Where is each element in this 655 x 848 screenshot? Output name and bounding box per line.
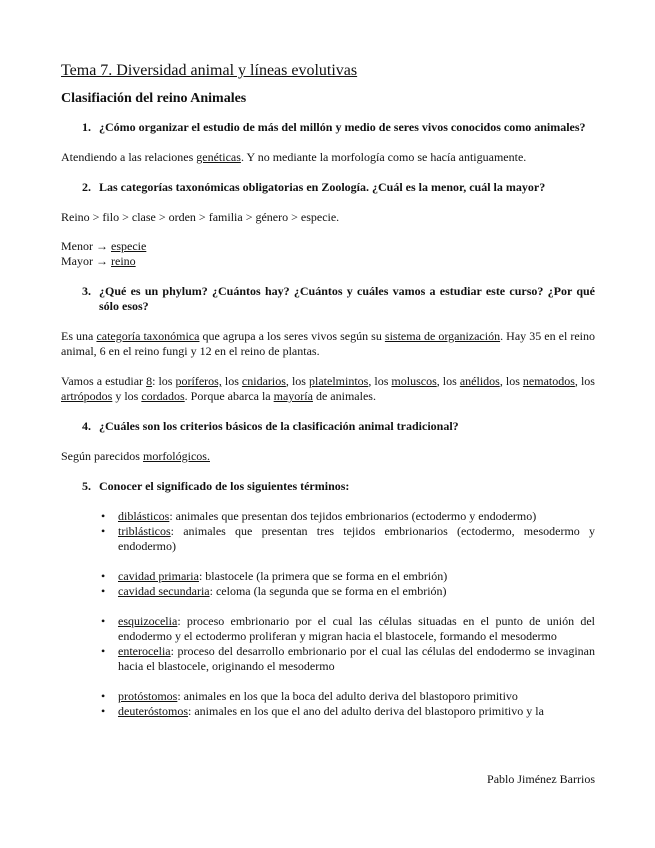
- text: y los: [112, 389, 142, 403]
- question-5: [61, 479, 595, 494]
- list-item: [61, 644, 595, 674]
- question-1: [61, 120, 595, 135]
- underlined-term: 8: [146, 374, 153, 388]
- answer-3-paragraph-1: [61, 329, 595, 359]
- underlined-term: especie: [111, 239, 147, 253]
- definition: : blastocele (la primera que se forma en el embrión): [198, 569, 448, 583]
- mayor-line: [61, 254, 595, 269]
- text: , los: [285, 374, 309, 388]
- text: , los: [436, 374, 460, 388]
- text: . Porque abarca la: [184, 389, 274, 403]
- terms-list: [61, 509, 595, 719]
- text: que agrupa a los seres vivos según su: [199, 329, 385, 343]
- bullet: •: [101, 584, 106, 598]
- document-page: [61, 62, 595, 719]
- list-item: [61, 614, 595, 644]
- text: , los: [368, 374, 392, 388]
- question-number: 1.: [82, 120, 91, 134]
- term: cavidad primaria: [118, 569, 199, 583]
- term: diblásticos: [118, 509, 170, 523]
- term: triblásticos: [118, 524, 171, 538]
- underlined-term: artrópodos: [61, 389, 113, 403]
- text: , los: [499, 374, 523, 388]
- bullet: •: [101, 644, 106, 658]
- term: deuteróstomos: [118, 704, 188, 718]
- underlined-term: categoría taxonómica: [96, 329, 200, 343]
- menor-line: [61, 239, 595, 254]
- underlined-term: morfológicos.: [142, 449, 210, 463]
- question-text: ¿Cuáles son los criterios básicos de la clasificación animal tradicional?: [99, 419, 459, 433]
- bullet: •: [101, 509, 106, 523]
- question-3: [61, 284, 595, 314]
- question-number: 2.: [82, 180, 91, 194]
- text: de animales.: [312, 389, 376, 403]
- answer-3-paragraph-2: [61, 374, 595, 404]
- author-footer: Pablo Jiménez Barrios: [487, 772, 595, 786]
- list-item: [61, 569, 595, 584]
- definition: : celoma (la segunda que se forma en el embrión): [209, 584, 447, 598]
- bullet: •: [101, 704, 106, 718]
- underlined-term: reino: [111, 254, 136, 268]
- text: . Hay 35 en el reino animal, 6 en el reino fungi y 12 en el reino de plantas.: [61, 329, 595, 358]
- list-item: [61, 524, 595, 554]
- question-text: Conocer el significado de los siguientes términos:: [99, 479, 350, 493]
- underlined-term: cordados: [141, 389, 185, 403]
- bullet: •: [101, 614, 106, 628]
- question-text: ¿Cómo organizar el estudio de más del millón y medio de seres vivos conocidos como animales?: [99, 120, 586, 134]
- definition: : animales en los que la boca del adulto deriva del blastoporo primitivo: [177, 689, 518, 703]
- definition: : animales que presentan tres tejidos embrionarios (ectodermo, mesodermo y endodermo): [118, 524, 595, 553]
- list-item: [61, 689, 595, 704]
- question-2: [61, 180, 595, 195]
- list-item: [61, 584, 595, 599]
- text: , los: [574, 374, 595, 388]
- text: Menor →: [61, 239, 111, 253]
- underlined-term: moluscos: [391, 374, 437, 388]
- list-item: [61, 704, 595, 719]
- bullet: •: [101, 689, 106, 703]
- question-text: ¿Qué es un phylum? ¿Cuántos hay? ¿Cuántos y cuáles vamos a estudiar este curso? ¿Por qué sólo esos?: [99, 284, 595, 313]
- underlined-term: genéticas: [196, 150, 241, 164]
- term: enterocelia: [118, 644, 171, 658]
- definition: : animales que presentan dos tejidos embrionarios (ectodermo y endodermo): [169, 509, 537, 523]
- text: . Y no mediante la morfología como se hacía antiguamente.: [240, 150, 527, 164]
- underlined-term: anélidos: [459, 374, 500, 388]
- underlined-term: mayoría: [273, 389, 313, 403]
- definition: : animales en los que el ano del adulto deriva del blastoporo primitivo y la: [188, 704, 544, 718]
- page-title: Tema 7. Diversidad animal y líneas evolutivas: [61, 62, 358, 79]
- text: Atendiendo a las relaciones: [61, 150, 197, 164]
- text: Vamos a estudiar: [61, 374, 147, 388]
- bullet: •: [101, 524, 106, 538]
- question-number: 3.: [82, 284, 91, 298]
- definition: : proceso embrionario por el cual las células situadas en el punto de unión del endodermo y el ectodermo proliferan y migran hacia el blastocele, formando el mesodermo: [118, 614, 595, 643]
- underlined-term: poríferos,: [175, 374, 222, 388]
- section-title: Clasifiación del reino Animales: [61, 91, 247, 106]
- question-4: [61, 419, 595, 434]
- underlined-term: sistema de organización: [384, 329, 501, 343]
- text: los: [221, 374, 242, 388]
- question-number: 4.: [82, 419, 91, 433]
- text: Según parecidos: [61, 449, 143, 463]
- underlined-term: cnidarios: [241, 374, 286, 388]
- underlined-term: platelmintos: [309, 374, 369, 388]
- answer-1: [61, 150, 595, 165]
- taxonomy-line: Reino > filo > clase > orden > familia > género > especie.: [61, 210, 340, 224]
- question-number: 5.: [82, 479, 91, 493]
- underlined-term: nematodos: [522, 374, 575, 388]
- list-item: [61, 509, 595, 524]
- text: Es una: [61, 329, 97, 343]
- text: : los: [152, 374, 176, 388]
- text: Mayor →: [61, 254, 111, 268]
- term: esquizocelia: [118, 614, 178, 628]
- definition: : proceso del desarrollo embrionario por el cual las células del endodermo se invaginan hacia el blastocele, originando el mesodermo: [118, 644, 595, 673]
- term: cavidad secundaria: [118, 584, 210, 598]
- term: protóstomos: [118, 689, 178, 703]
- question-text: Las categorías taxonómicas obligatorias en Zoología. ¿Cuál es la menor, cuál la mayor?: [99, 180, 546, 194]
- bullet: •: [101, 569, 106, 583]
- answer-4: [61, 449, 595, 464]
